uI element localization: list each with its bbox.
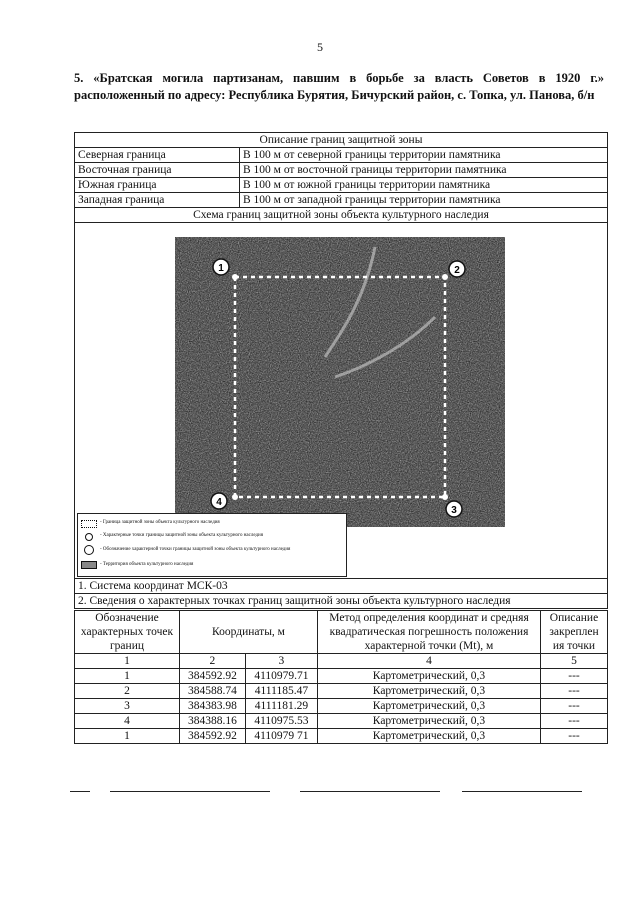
col-number: 1 [75, 654, 180, 669]
map-legend [77, 513, 347, 577]
point-desc: --- [541, 699, 608, 714]
col-number: 3 [245, 654, 317, 669]
method: Картометрический, 0,3 [318, 699, 541, 714]
coord-y: 4110975.53 [245, 714, 317, 729]
svg-text:3: 3 [451, 505, 457, 516]
footer-rule [110, 791, 270, 792]
point-desc: --- [541, 729, 608, 744]
col-number: 2 [180, 654, 246, 669]
header-desc: Описание закреплен ия точки [541, 611, 608, 654]
coord-x: 384383.98 [180, 699, 246, 714]
point-id: 2 [75, 684, 180, 699]
coord-y: 4111181.29 [245, 699, 317, 714]
territory-symbol [81, 561, 97, 569]
coord-x: 384388.16 [180, 714, 246, 729]
legend-item: - Характерные точки границы защитной зоны объекта культурного наследия [100, 533, 264, 538]
header-method: Метод определения координат и средняя квадратическая погрешность положения характерной точки (Mt), м [318, 611, 541, 654]
table-row [75, 684, 608, 699]
footer-rule [300, 791, 440, 792]
legend-item: - Обозначение характерной точки границы защитной зоны объекта культурного наследия [100, 547, 291, 552]
table-row [75, 699, 608, 714]
points-table [74, 610, 608, 744]
point-id: 1 [75, 669, 180, 684]
col-number: 4 [318, 654, 541, 669]
coord-x: 384592.92 [180, 729, 246, 744]
table-row [75, 714, 608, 729]
coord-y: 4111185.47 [245, 684, 317, 699]
point-id: 4 [75, 714, 180, 729]
boundary-name: Северная граница [75, 148, 240, 163]
boundary-row [75, 148, 608, 163]
boundary-name: Южная граница [75, 178, 240, 193]
point-label-symbol [84, 545, 94, 555]
boundary-name: Западная граница [75, 193, 240, 208]
svg-text:4: 4 [216, 497, 222, 508]
method: Картометрический, 0,3 [318, 684, 541, 699]
legend-item: - Граница защитной зоны объекта культурного наследия [100, 520, 220, 525]
coord-x: 384588.74 [180, 684, 246, 699]
boundary-desc: В 100 м от южной границы территории памятника [240, 178, 608, 193]
footer-rule [70, 791, 90, 792]
point-id: 3 [75, 699, 180, 714]
table-row [75, 729, 608, 744]
coord-y: 4110979 71 [245, 729, 317, 744]
svg-text:1: 1 [218, 263, 224, 274]
footer-rule [462, 791, 582, 792]
boundary-desc: В 100 м от северной границы территории памятника [240, 148, 608, 163]
header-coords: Координаты, м [180, 611, 318, 654]
method: Картометрический, 0,3 [318, 714, 541, 729]
method: Картометрический, 0,3 [318, 729, 541, 744]
boundaries-table [74, 132, 608, 609]
point-symbol [85, 533, 93, 541]
point-desc: --- [541, 669, 608, 684]
point-desc: --- [541, 684, 608, 699]
object-heading: 5. «Братская могила партизанам, павшим в борьбе за власть Советов в 1920 г.» расположенный по адресу: Республика Бурятия, Бичурский район, с. Топка, ул. Панова, б/н [74, 71, 604, 102]
schema-cell [75, 223, 608, 579]
method: Картометрический, 0,3 [318, 669, 541, 684]
point-id: 1 [75, 729, 180, 744]
coord-system: 1. Система координат МСК-03 [75, 579, 608, 594]
boundary-row [75, 193, 608, 208]
svg-text:2: 2 [454, 265, 460, 276]
schema-title: Схема границ защитной зоны объекта культурного наследия [75, 208, 608, 223]
satellite-map [175, 237, 505, 527]
column-numbers-row [75, 654, 608, 669]
boundaries-title: Описание границ защитной зоны [75, 133, 608, 148]
header-point: Обозначение характерных точек границ [75, 611, 180, 654]
page-number: 5 [317, 40, 323, 54]
map-svg [175, 237, 505, 527]
legend-item: - Территория объекта культурного наследия [100, 562, 194, 567]
coord-x: 384592.92 [180, 669, 246, 684]
table-row [75, 669, 608, 684]
points-title: 2. Сведения о характерных точках границ защитной зоны объекта культурного наследия [75, 594, 608, 609]
boundary-row [75, 163, 608, 178]
coord-y: 4110979.71 [245, 669, 317, 684]
boundary-desc: В 100 м от западной границы территории памятника [240, 193, 608, 208]
boundary-line-symbol [81, 520, 97, 528]
boundary-name: Восточная граница [75, 163, 240, 178]
col-number: 5 [541, 654, 608, 669]
boundary-desc: В 100 м от восточной границы территории памятника [240, 163, 608, 178]
boundary-row [75, 178, 608, 193]
point-desc: --- [541, 714, 608, 729]
